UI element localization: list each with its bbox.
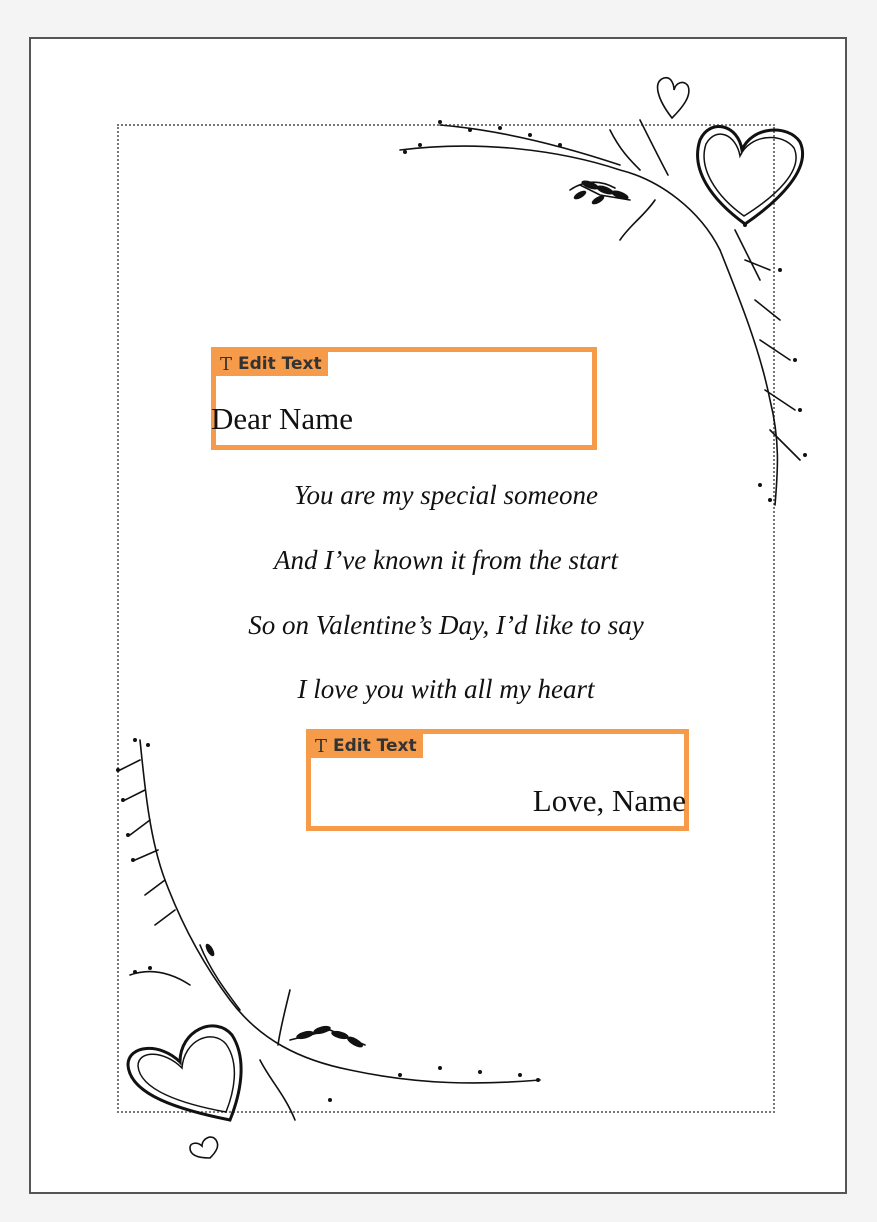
poem-line-2: And I’ve known it from the start — [274, 545, 618, 575]
edit-text-tag[interactable] — [216, 352, 328, 376]
poem-line-3: So on Valentine’s Day, I’d like to say — [248, 610, 644, 640]
greeting-text[interactable]: Dear Name — [211, 401, 353, 436]
signoff-text[interactable]: Love, Name — [532, 783, 686, 818]
edit-text-tag[interactable] — [311, 734, 423, 758]
edit-text-label: Edit Text — [333, 736, 417, 756]
poem-line-4: I love you with all my heart — [297, 674, 595, 704]
poem-line-1: You are my special someone — [294, 480, 598, 510]
edit-text-label: Edit Text — [238, 354, 322, 374]
text-cursor-icon: T — [220, 353, 233, 375]
text-cursor-icon: T — [315, 735, 328, 757]
